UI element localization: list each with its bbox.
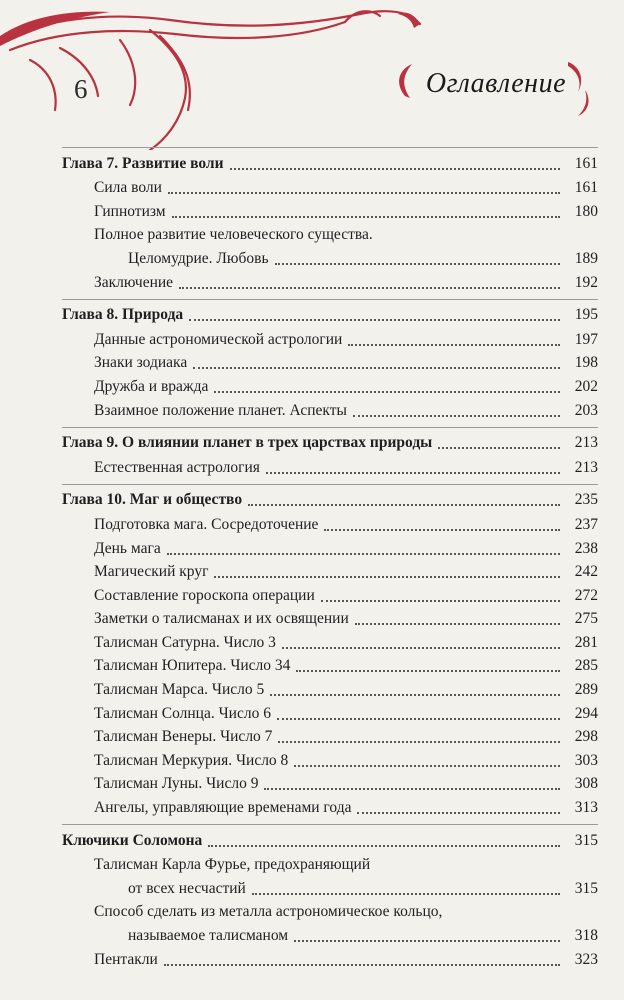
page-ref: 235 <box>574 491 598 509</box>
toc-entry-row[interactable] <box>62 198 598 222</box>
toc-entry-row[interactable] <box>62 269 598 293</box>
page-ref: 318 <box>574 927 598 944</box>
toc-section <box>62 427 598 484</box>
toc-entry-row[interactable] <box>62 606 598 630</box>
page-ref: 315 <box>574 831 598 849</box>
chapter-title: Глава 10. Маг и общество <box>62 491 243 509</box>
dot-leader <box>248 504 560 506</box>
page-ref: 189 <box>574 249 598 267</box>
dot-leader <box>355 623 560 625</box>
dot-leader <box>296 670 560 672</box>
page-title: Оглавление <box>425 68 566 99</box>
toc-chapter-row[interactable] <box>62 150 598 174</box>
toc-entry-row[interactable] <box>62 946 598 970</box>
dot-leader <box>189 319 560 321</box>
page-ref: 192 <box>574 273 598 291</box>
dot-leader <box>230 168 560 170</box>
toc-section <box>62 824 598 976</box>
dot-leader <box>324 529 560 531</box>
chapter-title: Глава 8. Природа <box>62 306 184 324</box>
page-ref: 238 <box>574 539 598 557</box>
toc-entry-row[interactable] <box>62 175 598 199</box>
dot-leader <box>275 263 560 265</box>
toc-entry-row[interactable] <box>62 724 598 748</box>
toc-chapter-row[interactable] <box>62 302 598 326</box>
entry-label: от всех несчастий <box>128 879 246 897</box>
toc-entry-row[interactable] <box>62 771 598 795</box>
toc-chapter-row[interactable] <box>62 827 598 851</box>
toc-chapter-row[interactable] <box>62 487 598 511</box>
toc-entry-row[interactable] <box>62 454 598 478</box>
entry-label: Способ сделать из металла астрономическое кольцо, <box>94 903 443 921</box>
entry-label: Гипнотизм <box>94 202 166 220</box>
dot-leader <box>179 287 560 289</box>
page-ref: 298 <box>574 728 598 746</box>
entry-label: Полное развитие человеческого существа. <box>94 226 373 244</box>
toc-entry-row[interactable] <box>62 629 598 653</box>
page-ref: 195 <box>574 306 598 324</box>
toc-entry-row[interactable] <box>62 747 598 771</box>
dot-leader <box>294 940 560 942</box>
page-ref: 303 <box>574 751 598 769</box>
toc-section <box>62 484 598 824</box>
entry-label: Естественная астрология <box>94 458 260 476</box>
entry-label: Талисман Сатурна. Число 3 <box>94 633 276 651</box>
entry-label: Талисман Юпитера. Число 34 <box>94 657 291 675</box>
dot-leader <box>348 344 560 346</box>
dot-leader <box>164 964 560 966</box>
toc-entry-row[interactable] <box>62 373 598 397</box>
entry-label: называемое талисманом <box>128 927 289 944</box>
toc-entry-row[interactable] <box>62 700 598 724</box>
page-ref: 272 <box>574 586 598 604</box>
page-ref: 289 <box>574 681 598 699</box>
toc-entry-row[interactable] <box>62 222 598 246</box>
page-ref: 197 <box>574 330 598 348</box>
dot-leader <box>264 788 560 790</box>
toc-entry-row[interactable] <box>62 922 598 946</box>
page-ref: 213 <box>574 458 598 476</box>
entry-label: Сила воли <box>94 179 162 197</box>
toc-entry-row[interactable] <box>62 350 598 374</box>
entry-label: Талисман Солнца. Число 6 <box>94 704 271 722</box>
toc-entry-row[interactable] <box>62 794 598 818</box>
entry-label: Подготовка мага. Сосредоточение <box>94 515 319 533</box>
entry-label: Талисман Карла Фурье, предохраняющий <box>94 856 371 874</box>
dot-leader <box>266 472 560 474</box>
entry-label: Знаки зодиака <box>94 354 188 372</box>
page-ref: 213 <box>574 434 598 452</box>
entry-label: Данные астрономической астрологии <box>94 330 343 348</box>
chapter-title: Глава 9. О влиянии планет в трех царствах природы <box>62 434 433 452</box>
toc-entry-row[interactable] <box>62 245 598 269</box>
page-ref: 202 <box>574 377 598 395</box>
page-ref: 285 <box>574 657 598 675</box>
dot-leader <box>270 694 560 696</box>
toc-entry-row[interactable] <box>62 676 598 700</box>
page-ref: 203 <box>574 401 598 419</box>
dot-leader <box>282 647 560 649</box>
entry-label: Пентакли <box>94 950 158 968</box>
page-ref: 313 <box>574 799 598 817</box>
page-ref: 281 <box>574 633 598 651</box>
toc-section <box>62 299 598 427</box>
page-ref: 308 <box>574 775 598 793</box>
page-ref: 275 <box>574 610 598 628</box>
chapter-title: Глава 7. Развитие воли <box>62 154 224 172</box>
dot-leader <box>167 553 560 555</box>
entry-label: День мага <box>94 539 161 557</box>
dot-leader <box>172 216 560 218</box>
page-number: 6 <box>74 74 88 104</box>
entry-label: Талисман Луны. Число 9 <box>94 775 259 793</box>
dot-leader <box>208 845 560 847</box>
page-ref: 180 <box>574 202 598 220</box>
toc-entry-row[interactable] <box>62 899 598 923</box>
page-ref: 294 <box>574 704 598 722</box>
entry-label: Магический круг <box>94 563 209 581</box>
dot-leader <box>252 893 560 895</box>
dot-leader <box>353 415 560 417</box>
dot-leader <box>294 765 560 767</box>
entry-label: Составление гороскопа операции <box>94 586 315 604</box>
toc-entry-row[interactable] <box>62 511 598 535</box>
entry-label: Заключение <box>94 273 174 291</box>
dot-leader <box>214 576 560 578</box>
toc-entry-row[interactable] <box>62 653 598 677</box>
dot-leader <box>168 192 560 194</box>
dot-leader <box>193 367 560 369</box>
page-ref: 323 <box>574 950 598 968</box>
dot-leader <box>278 741 560 743</box>
toc-entry-row[interactable] <box>62 535 598 559</box>
chapter-title: Ключики Соломона <box>62 831 203 849</box>
entry-label: Заметки о талисманах и их освящении <box>94 610 349 628</box>
toc-entry-row[interactable] <box>62 326 598 350</box>
dot-leader <box>357 812 560 814</box>
toc-entry-row[interactable] <box>62 582 598 606</box>
table-of-contents <box>62 147 598 976</box>
toc-chapter-row[interactable] <box>62 430 598 454</box>
page-ref: 237 <box>574 515 598 533</box>
entry-label: Талисман Марса. Число 5 <box>94 681 265 699</box>
page-ref: 161 <box>574 154 598 172</box>
entry-label: Дружба и вражда <box>94 377 209 395</box>
entry-label: Целомудрие. Любовь <box>128 249 269 267</box>
entry-label: Ангелы, управляющие временами года <box>94 799 352 817</box>
dot-leader <box>277 718 560 720</box>
toc-entry-row[interactable] <box>62 397 598 421</box>
page-ref: 242 <box>574 563 598 581</box>
dot-leader <box>214 391 560 393</box>
toc-entry-row[interactable] <box>62 852 598 876</box>
dot-leader <box>321 600 560 602</box>
entry-label: Талисман Венеры. Число 7 <box>94 728 273 746</box>
entry-label: Талисман Меркурия. Число 8 <box>94 751 289 769</box>
page-ref: 161 <box>574 179 598 197</box>
toc-entry-row[interactable] <box>62 559 598 583</box>
dot-leader <box>438 447 560 449</box>
toc-section <box>62 147 598 299</box>
page-ref: 198 <box>574 354 598 372</box>
entry-label: Взаимное положение планет. Аспекты <box>94 401 347 419</box>
toc-entry-row[interactable] <box>62 875 598 899</box>
page-ref: 315 <box>574 879 598 897</box>
